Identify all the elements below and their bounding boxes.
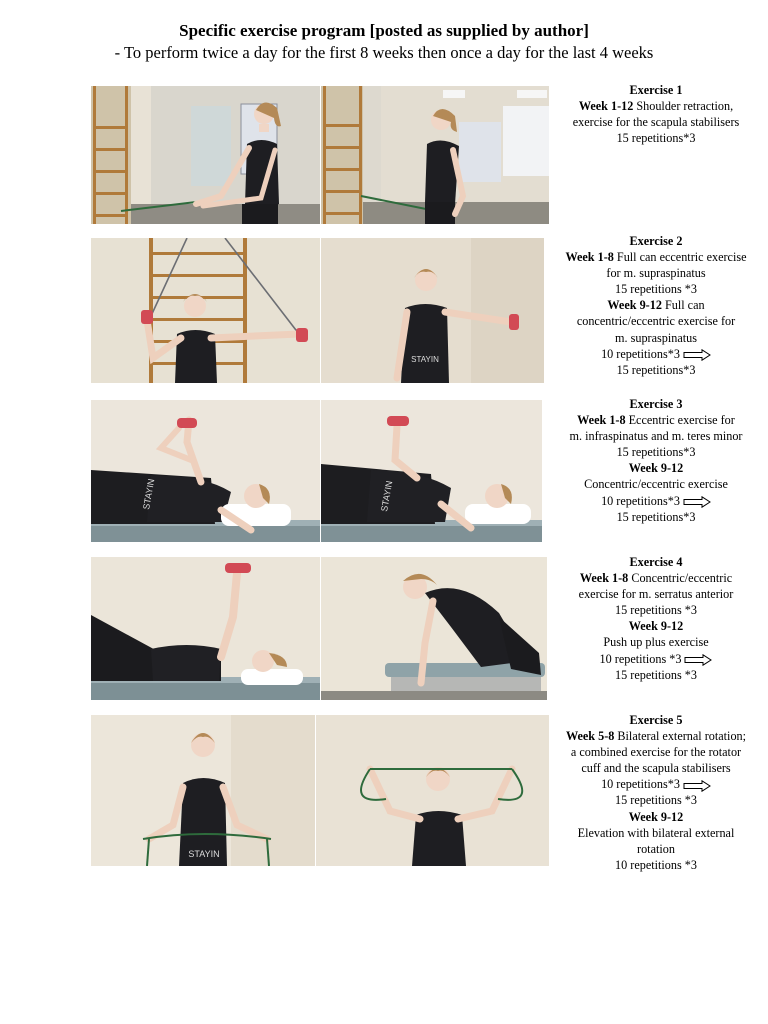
exercise-heading: Exercise 4 [629,555,683,569]
description-text: 15 repetitions*3 [616,131,696,146]
description-line [555,476,757,492]
description-line [555,825,757,841]
week-range-label: Week 1-8 [577,413,626,428]
description-line [555,114,757,130]
description-text: concentric/eccentric exercise for [576,314,736,329]
description-line [555,412,757,428]
description-line [555,444,757,460]
page-title: Specific exercise program [posted as supplied by author] [179,21,589,40]
description-line [555,265,757,281]
exercise-2-photo-start [91,238,320,383]
exercise-4-photo-start [91,557,320,700]
week-range-label: Week 1-8 [579,571,629,586]
exercise-2-description [555,233,757,378]
description-line [555,130,757,146]
description-text: 10 repetitions*3 [601,777,680,792]
description-text: for m. supraspinatus [606,266,706,281]
exercise-4-description [555,554,757,683]
description-line [555,281,757,297]
description-line [555,570,757,586]
description-line [555,728,757,744]
exercise-heading: Exercise 3 [629,397,683,411]
description-line [555,98,757,114]
description-line [555,618,757,634]
description-text: 15 repetitions*3 [616,509,696,524]
shirt-logo-text: STAYIN [188,849,220,859]
page-subtitle: - To perform twice a day for the first 8 weeks then once a day for the last 4 weeks [114,43,654,62]
description-text: a combined exercise for the rotator [570,745,742,760]
right-arrow-icon [683,349,711,361]
description-text: Concentric/eccentric [628,571,733,586]
week-range-label: Week 9-12 [607,298,662,313]
shirt-logo-text: STAYIN [379,479,395,513]
exercise-heading: Exercise 5 [629,713,683,727]
exercise-5-photo-end [316,715,549,866]
description-line [555,362,757,378]
description-line [555,667,757,683]
description-text: cuff and the scapula stabilisers [581,761,731,776]
exercise-1-photo-start [91,86,320,224]
description-text: 15 repetitions *3 [615,793,697,808]
description-line [555,634,757,650]
week-range-label: Week 1-8 [565,250,614,265]
right-arrow-icon [683,780,711,792]
description-text: Full can [661,298,705,313]
exercise-3-description [555,396,757,525]
description-line [555,744,757,760]
description-text: 15 repetitions *3 [615,667,697,682]
description-line [555,460,757,476]
description-line [555,857,757,873]
description-line [555,586,757,602]
description-text: Bilateral external rotation; [614,729,747,744]
description-line [555,760,757,776]
description-line [555,313,757,329]
description-text: 10 repetitions*3 [601,493,680,508]
description-text: 10 repetitions *3 [599,651,682,666]
description-line [555,776,757,792]
description-text: 15 repetitions *3 [615,282,697,297]
exercise-4-photo-end [321,557,547,700]
exercise-1-description [555,82,757,146]
exercise-5-photo-start [91,715,315,866]
description-line [555,428,757,444]
exercise-2-photo-end [321,238,544,383]
exercise-heading: Exercise 1 [629,83,683,97]
description-text: Push up plus exercise [603,635,709,650]
description-text: m. supraspinatus [615,330,697,345]
description-text: Concentric/eccentric exercise [584,477,728,492]
description-line [555,249,757,265]
description-text: m. infraspinatus and m. teres minor [569,429,743,444]
shirt-logo-text: STAYIN [141,477,157,511]
description-text: Shoulder retraction, [633,99,734,114]
description-line [555,602,757,618]
description-line [555,792,757,808]
week-range-label: Week 9-12 [628,619,684,634]
exercise-5-description [555,712,757,873]
description-line [555,841,757,857]
description-line [555,651,757,667]
description-text: Full can eccentric exercise [613,250,747,265]
description-line [555,346,757,362]
description-text: Elevation with bilateral external [577,825,735,840]
description-line [555,493,757,509]
description-line [555,330,757,346]
exercise-1-photo-end [321,86,549,224]
description-text: 10 repetitions*3 [601,346,680,361]
description-line [555,509,757,525]
exercise-heading: Exercise 2 [629,234,683,248]
description-text: 10 repetitions *3 [615,857,697,872]
exercise-3-photo-start [91,400,320,542]
description-text: exercise for the scapula stabilisers [572,115,740,130]
description-text: 15 repetitions *3 [615,603,697,618]
description-text: 15 repetitions*3 [616,445,696,460]
right-arrow-icon [684,654,712,666]
description-text: 15 repetitions*3 [616,362,696,377]
description-text: exercise for m. serratus anterior [578,587,734,602]
description-line [555,297,757,313]
week-range-label: Week 9-12 [628,809,684,824]
exercise-3-photo-end [321,400,542,542]
week-range-label: Week 1-12 [578,99,634,114]
description-text: rotation [637,841,675,856]
shirt-logo-text: STAYIN [411,355,439,364]
week-range-label: Week 5-8 [565,729,615,744]
description-line [555,809,757,825]
week-range-label: Week 9-12 [628,461,684,476]
description-text: Eccentric exercise for [625,413,735,428]
right-arrow-icon [683,496,711,508]
